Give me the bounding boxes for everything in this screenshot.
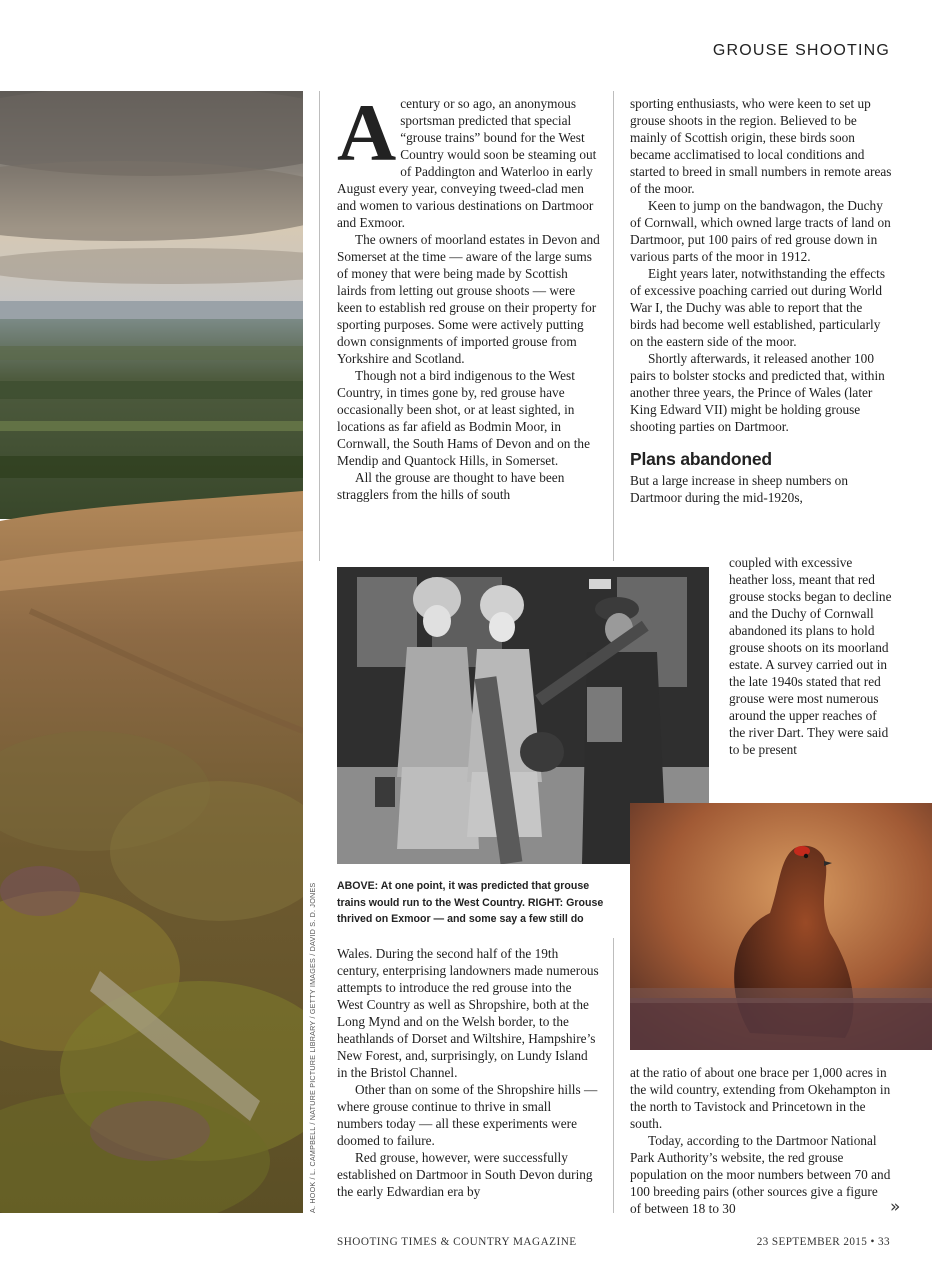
section-label: GROUSE SHOOTING: [712, 42, 890, 59]
photo-caption: ABOVE: At one point, it was predicted that grouse trains would run to the West Country. RIGHT: Grouse thrived on Exmoor — and some say a few still do: [337, 880, 604, 925]
article-paragraph: But a large increase in sheep numbers on Dartmoor during the mid-1920s,: [630, 473, 848, 505]
article-column-2-wrap: [729, 554, 894, 758]
article-paragraph: at the ratio of about one brace per 1,000 acres in the wild country, extending from Okehampton in the north to Tavistock and Princetown in the south.: [630, 1065, 891, 1131]
article-paragraph: The owners of moorland estates in Devon and Somerset at the time — aware of the large sums of money that were being made by Scottish lairds from letting out grouse shoots — were keen to establish red grouse on their property for sporting purposes. Some were actively putting down consignments of imported grouse from Yorkshire and Scotland.: [337, 232, 600, 366]
moorland-landscape-photo: [0, 91, 303, 1213]
article-column-2-bottom: [630, 1064, 892, 1217]
photo-credit: A. HOOK / L. CAMPBELL / NATURE PICTURE LIBRARY / GETTY IMAGES / DAVID S. D. JONES: [308, 882, 317, 1213]
column-divider: [319, 91, 320, 561]
article-paragraph: Today, according to the Dartmoor National Park Authority’s website, the red grouse population on the moor numbers between 70 and 100 breeding pairs (other sources give a figure of between 18 to 30: [630, 1133, 891, 1216]
drop-cap: A: [337, 87, 397, 178]
article-paragraph: Wales. During the second half of the 19th century, enterprising landowners made numerous attempts to introduce the red grouse into the West Country as well as Shropshire, both at the Long Mynd and on the Welsh border, to the heathlands of Dorset and Wiltshire, Hampshire’s New Forest, and, surprisingly, on Lundy Island in the Bristol Channel.: [337, 946, 599, 1080]
article-paragraph: century or so ago, an anonymous sportsman predicted that special “grouse trains” bound for the West Country would soon be steaming out of Paddington and Waterloo in early August every year, conveying tweed-clad men and women to various destinations on Dartmoor and Exmoor.: [337, 96, 597, 230]
article-paragraph: All the grouse are thought to have been stragglers from the hills of south: [337, 470, 565, 502]
subheading: Plans abandoned: [630, 449, 772, 469]
article-paragraph: Red grouse, however, were successfully established on Dartmoor in South Devon during the early Edwardian era by: [337, 1150, 593, 1199]
article-column-2-top: [630, 95, 892, 506]
continue-arrow-icon: »: [890, 1197, 901, 1217]
article-paragraph: Keen to jump on the bandwagon, the Duchy of Cornwall, which owned large tracts of land on Dartmoor, put 100 pairs of red grouse down in various parts of the moor in 1912.: [630, 198, 891, 264]
article-paragraph: Shortly afterwards, it released another 100 pairs to bolster stocks and predicted that, within another three years, the Prince of Wales (later King Edward VII) might be holding grouse shooting parties on Dartmoor.: [630, 351, 885, 434]
article-paragraph: coupled with excessive heather loss, meant that red grouse stocks began to decline and the Duchy of Cornwall abandoned its plans to hold grouse shoots on its moorland estate. A survey carried out in the late 1940s stated that red grouse were most numerous around the upper reaches of the river Dart. They were said to be present: [729, 555, 892, 757]
article-paragraph: Eight years later, notwithstanding the effects of excessive poaching carried out during World War I, the Duchy was able to report that the birds had become well established, particularly on the eastern side of the moor.: [630, 266, 886, 349]
article-paragraph: sporting enthusiasts, who were keen to set up grouse shoots in the region. Believed to be mainly of Scottish origin, these birds soon became acclimatised to local conditions and started to breed in small numbers in remote areas of the moor.: [630, 96, 892, 196]
column-divider: [613, 938, 614, 1213]
article-column-1-top: [337, 87, 600, 503]
red-grouse-photo: [630, 803, 932, 1050]
article-paragraph: Other than on some of the Shropshire hills — where grouse continue to thrive in small numbers today — all these experiments were doomed to failure.: [337, 1082, 598, 1148]
column-divider: [613, 91, 614, 561]
article-paragraph: Though not a bird indigenous to the West Country, in times gone by, red grouse have occasionally been shot, or at least sighted, in locations as far afield as Bodmin Moor, in Cornwall, the South Hams of Devon and on the Mendip and Quantock Hills, in Somerset.: [337, 368, 590, 468]
article-column-1-bottom: [337, 945, 600, 1200]
magazine-name: SHOOTING TIMES & COUNTRY MAGAZINE: [337, 1236, 577, 1248]
date-page-number: 23 SEPTEMBER 2015 • 33: [756, 1236, 890, 1248]
